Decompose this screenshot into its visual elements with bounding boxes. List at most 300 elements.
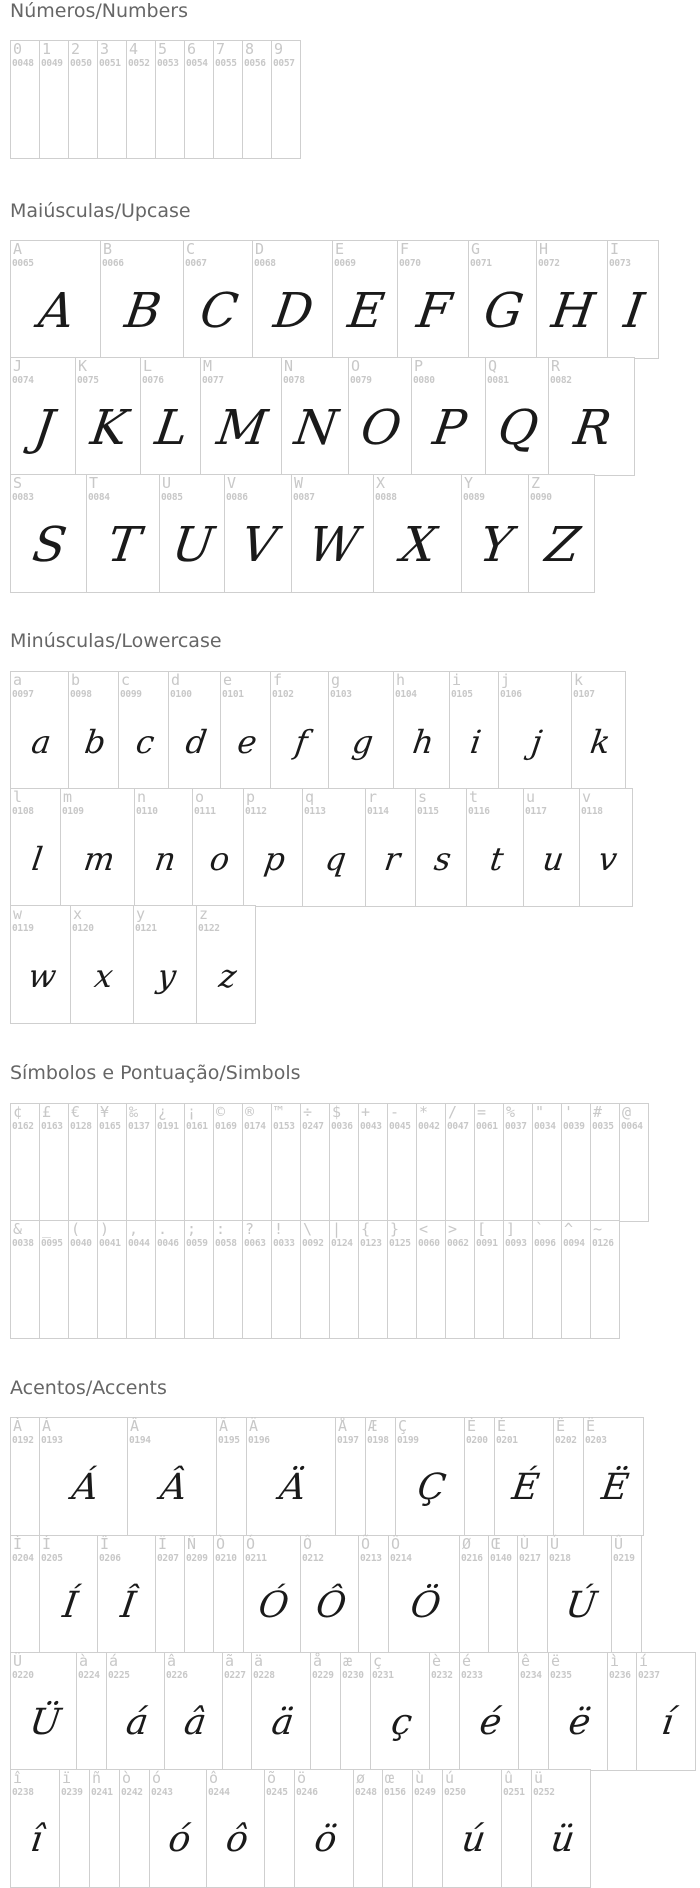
glyph-code-label: 0174: [244, 1121, 266, 1132]
glyph-sample: ë: [566, 1702, 594, 1743]
glyph-code-label: 0092: [302, 1238, 324, 1249]
glyph-sample: r: [382, 840, 403, 878]
glyph-char-label: ®: [245, 1103, 255, 1121]
glyph-char-label: U: [162, 474, 172, 492]
glyph-char-label: ~: [593, 1220, 603, 1238]
glyph-cell: [252, 240, 333, 359]
glyph-code-label: 0071: [470, 258, 492, 269]
glyph-code-label: 0059: [186, 1238, 208, 1249]
glyph-code-label: 0193: [41, 1435, 63, 1446]
glyph-sample: S: [29, 517, 70, 573]
glyph-char-label: Ä: [249, 1417, 259, 1435]
glyph-char-label: €: [71, 1103, 81, 1121]
glyph-sample: Y: [476, 517, 516, 573]
glyph-char-label: W: [294, 474, 304, 492]
glyph-code-label: 0202: [555, 1435, 577, 1446]
glyph-code-label: 0118: [581, 806, 603, 817]
glyph-char-label: ú: [445, 1769, 455, 1787]
glyph-cell: [329, 1220, 359, 1339]
glyph-cell: [206, 1769, 265, 1888]
glyph-char-label: j: [501, 671, 511, 689]
glyph-code-label: 0235: [550, 1670, 572, 1681]
glyph-code-label: 0063: [244, 1238, 266, 1249]
glyph-cell: [571, 671, 626, 790]
glyph-cell: [583, 1417, 644, 1536]
glyph-cell: [155, 1220, 185, 1339]
glyph-code-label: 0088: [375, 492, 397, 503]
glyph-cell: [10, 671, 69, 790]
glyph-char-label: 8: [245, 40, 255, 58]
glyph-cell: [579, 788, 633, 907]
glyph-sample: O: [357, 400, 405, 456]
glyph-sample: w: [25, 957, 59, 995]
glyph-char-label: ¿: [158, 1103, 168, 1121]
glyph-char-label: 9: [274, 40, 284, 58]
glyph-char-label: p: [246, 788, 256, 806]
glyph-code-label: 0100: [170, 689, 192, 700]
glyph-code-label: 0123: [360, 1238, 382, 1249]
glyph-code-label: 0043: [360, 1121, 382, 1132]
glyph-sample: J: [30, 400, 58, 456]
glyph-cell: [220, 671, 271, 790]
glyph-code-label: 0102: [272, 689, 294, 700]
glyph-char-label: s: [418, 788, 428, 806]
glyph-cell: [353, 1769, 383, 1888]
glyph-code-label: 0243: [151, 1787, 173, 1798]
glyph-code-label: 0080: [413, 375, 435, 386]
glyph-code-label: 0066: [102, 258, 124, 269]
glyph-char-label: Ï: [158, 1535, 168, 1553]
glyph-cell: [429, 1652, 460, 1771]
glyph-cell: [159, 474, 225, 593]
glyph-sample: j: [529, 723, 545, 761]
glyph-cell: [607, 240, 659, 359]
glyph-code-label: 0207: [157, 1553, 179, 1564]
glyph-sample: W: [305, 517, 363, 573]
glyph-char-label: Ê: [556, 1417, 566, 1435]
glyph-sample: B: [121, 283, 165, 339]
glyph-sample: D: [270, 283, 317, 339]
glyph-code-label: 0110: [136, 806, 158, 817]
glyph-sample: Ü: [27, 1702, 64, 1743]
glyph-code-label: 0114: [367, 806, 389, 817]
glyph-code-label: 0205: [41, 1553, 63, 1564]
glyph-cell: [196, 905, 256, 1024]
glyph-char-label: h: [396, 671, 406, 689]
glyph-sample: Q: [494, 400, 542, 456]
glyph-cell: [328, 671, 394, 790]
section-title: Acentos/Accents: [10, 1377, 167, 1399]
glyph-cell: [310, 1652, 341, 1771]
glyph-code-label: 0194: [129, 1435, 151, 1446]
glyph-char-label: Ü: [13, 1652, 23, 1670]
glyph-code-label: 0058: [215, 1238, 237, 1249]
glyph-code-label: 0228: [253, 1670, 275, 1681]
glyph-char-label: ì: [610, 1652, 620, 1670]
glyph-code-label: 0073: [609, 258, 631, 269]
glyph-char-label: Q: [488, 357, 498, 375]
glyph-cell: [224, 474, 292, 593]
glyph-char-label: é: [462, 1652, 472, 1670]
glyph-char-label: Û: [614, 1535, 624, 1553]
glyph-char-label: a: [13, 671, 23, 689]
glyph-cell: [485, 357, 549, 476]
glyph-sample: ç: [388, 1702, 415, 1743]
glyph-code-label: 0107: [573, 689, 595, 700]
glyph-code-label: 0109: [62, 806, 84, 817]
glyph-char-label: B: [103, 240, 113, 258]
glyph-code-label: 0072: [538, 258, 560, 269]
glyph-code-label: 0246: [296, 1787, 318, 1798]
glyph-code-label: 0106: [500, 689, 522, 700]
glyph-cell: [10, 1769, 60, 1888]
glyph-code-label: 0199: [397, 1435, 419, 1446]
glyph-char-label: ¥: [100, 1103, 110, 1121]
glyph-char-label: F: [400, 240, 410, 258]
glyph-char-label: £: [42, 1103, 52, 1121]
glyph-code-label: 0239: [61, 1787, 83, 1798]
glyph-char-label: ]: [506, 1220, 516, 1238]
glyph-char-label: ó: [152, 1769, 162, 1787]
glyph-code-label: 0216: [461, 1553, 483, 1564]
glyph-cell: [222, 1652, 252, 1771]
glyph-sample: ú: [459, 1819, 489, 1860]
glyph-code-label: 0047: [447, 1121, 469, 1132]
glyph-char-label: ‰: [129, 1103, 139, 1121]
glyph-cell: [416, 1220, 446, 1339]
glyph-sample: q: [322, 840, 349, 878]
glyph-sample: c: [133, 723, 157, 761]
glyph-code-label: 0050: [70, 58, 92, 69]
glyph-code-label: 0112: [245, 806, 267, 817]
glyph-code-label: 0197: [337, 1435, 359, 1446]
glyph-char-label: è: [432, 1652, 442, 1670]
glyph-code-label: 0095: [41, 1238, 63, 1249]
glyph-char-label: %: [506, 1103, 516, 1121]
glyph-sample: z: [216, 957, 239, 995]
glyph-char-label: P: [414, 357, 424, 375]
glyph-char-label: ä: [254, 1652, 264, 1670]
glyph-cell: [528, 474, 595, 593]
glyph-code-label: 0248: [355, 1787, 377, 1798]
glyph-cell: [164, 1652, 223, 1771]
glyph-cell: [329, 1103, 359, 1222]
glyph-sample: g: [349, 723, 376, 761]
glyph-code-label: 0046: [157, 1238, 179, 1249]
glyph-cell: [365, 1417, 396, 1536]
glyph-cell: [100, 240, 184, 359]
glyph-sample: Á: [69, 1467, 102, 1508]
glyph-cell: [619, 1103, 649, 1222]
glyph-code-label: 0126: [592, 1238, 614, 1249]
glyph-cell: [242, 1220, 272, 1339]
glyph-sample: ó: [165, 1819, 194, 1860]
glyph-sample: v: [596, 840, 620, 878]
glyph-sample: y: [155, 957, 179, 995]
glyph-sample: ä: [269, 1702, 297, 1743]
glyph-char-label: .: [158, 1220, 168, 1238]
glyph-cell: [246, 1417, 336, 1536]
glyph-cell: [548, 357, 635, 476]
glyph-code-label: 0067: [185, 258, 207, 269]
glyph-code-label: 0122: [198, 923, 220, 934]
glyph-code-label: 0042: [418, 1121, 440, 1132]
glyph-char-label: {: [361, 1220, 371, 1238]
glyph-cell: [412, 1769, 443, 1888]
glyph-char-label: <: [419, 1220, 429, 1238]
glyph-code-label: 0195: [218, 1435, 240, 1446]
glyph-code-label: 0057: [273, 58, 295, 69]
glyph-code-label: 0035: [592, 1121, 614, 1132]
glyph-code-label: 0062: [447, 1238, 469, 1249]
glyph-cell: [119, 1769, 150, 1888]
glyph-code-label: 0074: [12, 375, 34, 386]
glyph-char-label: +: [361, 1103, 371, 1121]
glyph-cell: [365, 788, 416, 907]
glyph-cell: [106, 1652, 165, 1771]
glyph-code-label: 0229: [312, 1670, 334, 1681]
glyph-cell: [39, 1220, 69, 1339]
glyph-sample: Ä: [276, 1467, 309, 1508]
glyph-char-label: D: [255, 240, 265, 258]
glyph-char-label: 5: [158, 40, 168, 58]
glyph-char-label: Ù: [520, 1535, 530, 1553]
glyph-code-label: 0103: [330, 689, 352, 700]
glyph-cell: [264, 1769, 295, 1888]
glyph-char-label: C: [186, 240, 196, 258]
glyph-code-label: 0105: [451, 689, 473, 700]
glyph-cell: [503, 1220, 533, 1339]
glyph-code-label: 0252: [533, 1787, 555, 1798]
glyph-char-label: Y: [464, 474, 474, 492]
glyph-code-label: 0064: [621, 1121, 643, 1132]
glyph-cell: [636, 1652, 696, 1771]
glyph-sample: d: [183, 723, 210, 761]
glyph-sample: Ë: [599, 1467, 632, 1508]
glyph-cell: [281, 357, 349, 476]
glyph-sample: ü: [548, 1819, 578, 1860]
section-title: Minúsculas/Lowercase: [10, 630, 222, 652]
glyph-char-label: T: [89, 474, 99, 492]
glyph-cell: [474, 1220, 504, 1339]
glyph-code-label: 0119: [12, 923, 34, 934]
glyph-cell: [294, 1769, 354, 1888]
glyph-char-label: f: [273, 671, 283, 689]
glyph-sample: X: [397, 517, 440, 573]
glyph-code-label: 0055: [215, 58, 237, 69]
glyph-char-label: î: [13, 1769, 23, 1787]
glyph-char-label: d: [171, 671, 181, 689]
glyph-code-label: 0251: [503, 1787, 525, 1798]
glyph-code-label: 0125: [389, 1238, 411, 1249]
glyph-code-label: 0200: [466, 1435, 488, 1446]
glyph-char-label: r: [368, 788, 378, 806]
glyph-code-label: 0226: [166, 1670, 188, 1681]
glyph-cell: [494, 1417, 554, 1536]
glyph-cell: [488, 1535, 518, 1654]
glyph-cell: [348, 357, 412, 476]
glyph-code-label: 0214: [390, 1553, 412, 1564]
glyph-code-label: 0052: [128, 58, 150, 69]
glyph-cell: [97, 1220, 127, 1339]
glyph-char-label: :: [216, 1220, 226, 1238]
glyph-sample: Ô: [313, 1585, 349, 1626]
glyph-code-label: 0108: [12, 806, 34, 817]
glyph-code-label: 0219: [613, 1553, 635, 1564]
glyph-code-label: 0091: [476, 1238, 498, 1249]
glyph-char-label: Å: [338, 1417, 348, 1435]
glyph-char-label: o: [195, 788, 205, 806]
glyph-cell: [503, 1103, 533, 1222]
glyph-char-label: ;: [187, 1220, 197, 1238]
glyph-cell: [39, 40, 69, 159]
glyph-sample: H: [548, 283, 598, 339]
glyph-char-label: Â: [130, 1417, 140, 1435]
glyph-cell: [466, 788, 524, 907]
glyph-char-label: ™: [274, 1103, 284, 1121]
glyph-cell: [561, 1103, 591, 1222]
glyph-code-label: 0090: [530, 492, 552, 503]
glyph-code-label: 0097: [12, 689, 34, 700]
glyph-char-label: Z: [531, 474, 541, 492]
glyph-char-label: K: [78, 357, 88, 375]
glyph-char-label: >: [448, 1220, 458, 1238]
glyph-cell: [216, 1417, 247, 1536]
glyph-sample: Ú: [563, 1585, 600, 1626]
glyph-char-label: ': [564, 1103, 574, 1121]
glyph-code-label: 0247: [302, 1121, 324, 1132]
glyph-sample: p: [261, 840, 288, 878]
glyph-sample: l: [29, 840, 46, 878]
glyph-code-label: 0245: [266, 1787, 288, 1798]
glyph-code-label: 0087: [293, 492, 315, 503]
glyph-code-label: 0153: [273, 1121, 295, 1132]
section-title: Símbolos e Pontuação/Simbols: [10, 1062, 301, 1084]
glyph-sample: i: [468, 723, 484, 761]
glyph-sample: î: [28, 1819, 46, 1860]
glyph-code-label: 0101: [222, 689, 244, 700]
glyph-sample: m: [81, 840, 118, 878]
glyph-code-label: 0049: [41, 58, 63, 69]
glyph-char-label: Ò: [216, 1535, 226, 1553]
glyph-char-label: x: [73, 905, 83, 923]
glyph-cell: [611, 1535, 642, 1654]
glyph-cell: [302, 788, 366, 907]
glyph-char-label: N: [284, 357, 294, 375]
glyph-code-label: 0224: [78, 1670, 100, 1681]
glyph-code-label: 0165: [99, 1121, 121, 1132]
glyph-code-label: 0084: [88, 492, 110, 503]
glyph-cell: [126, 40, 156, 159]
glyph-cell: [10, 40, 40, 159]
glyph-code-label: 0111: [194, 806, 216, 817]
glyph-code-label: 0210: [215, 1553, 237, 1564]
glyph-code-label: 0036: [331, 1121, 353, 1132]
glyph-char-label: 6: [187, 40, 197, 58]
glyph-sample: I: [620, 283, 648, 339]
glyph-char-label: O: [351, 357, 361, 375]
glyph-code-label: 0212: [302, 1553, 324, 1564]
glyph-code-label: 0203: [585, 1435, 607, 1446]
glyph-code-label: 0099: [120, 689, 142, 700]
glyph-char-label: &: [13, 1220, 23, 1238]
glyph-sample: R: [570, 400, 615, 456]
glyph-cell: [498, 671, 572, 790]
glyph-code-label: 0230: [342, 1670, 364, 1681]
glyph-cell: [10, 788, 61, 907]
glyph-code-label: 0128: [70, 1121, 92, 1132]
glyph-cell: [517, 1535, 548, 1654]
glyph-char-label: i: [452, 671, 462, 689]
glyph-sample: t: [487, 840, 506, 878]
glyph-cell: [39, 1535, 98, 1654]
glyph-char-label: !: [274, 1220, 284, 1238]
glyph-cell: [213, 1220, 243, 1339]
glyph-char-label: ü: [534, 1769, 544, 1787]
glyph-code-label: 0250: [444, 1787, 466, 1798]
glyph-sample: G: [480, 283, 527, 339]
glyph-sample: e: [235, 723, 260, 761]
glyph-code-label: 0093: [505, 1238, 527, 1249]
glyph-char-label: ã: [225, 1652, 235, 1670]
glyph-code-label: 0137: [128, 1121, 150, 1132]
glyph-code-label: 0077: [202, 375, 224, 386]
glyph-sample: Î: [118, 1585, 139, 1626]
glyph-sample: K: [87, 400, 131, 456]
glyph-code-label: 0051: [99, 58, 121, 69]
glyph-cell: [271, 1220, 301, 1339]
glyph-sample: M: [213, 400, 271, 456]
glyph-code-label: 0078: [283, 375, 305, 386]
glyph-char-label: (: [71, 1220, 81, 1238]
section-title: Maiúsculas/Upcase: [10, 200, 191, 222]
glyph-cell: [416, 1103, 446, 1222]
glyph-char-label: `: [535, 1220, 545, 1238]
glyph-sample: á: [123, 1702, 151, 1743]
glyph-char-label: 7: [216, 40, 226, 58]
glyph-code-label: 0045: [389, 1121, 411, 1132]
glyph-code-label: 0086: [226, 492, 248, 503]
glyph-char-label: À: [13, 1417, 23, 1435]
glyph-code-label: 0039: [563, 1121, 585, 1132]
glyph-char-label: ^: [564, 1220, 574, 1238]
glyph-cell: [358, 1535, 389, 1654]
glyph-code-label: 0201: [496, 1435, 518, 1446]
glyph-cell: [60, 788, 135, 907]
glyph-code-label: 0249: [414, 1787, 436, 1798]
glyph-char-label: â: [167, 1652, 177, 1670]
glyph-cell: [10, 1220, 40, 1339]
glyph-code-label: 0192: [12, 1435, 34, 1446]
glyph-code-label: 0120: [72, 923, 94, 934]
glyph-char-label: /: [448, 1103, 458, 1121]
glyph-code-label: 0037: [505, 1121, 527, 1132]
glyph-cell: [184, 1535, 214, 1654]
glyph-code-label: 0233: [461, 1670, 483, 1681]
glyph-sample: h: [410, 723, 437, 761]
glyph-cell: [213, 1103, 243, 1222]
glyph-char-label: Ô: [303, 1535, 313, 1553]
glyph-sample: ô: [223, 1819, 251, 1860]
glyph-code-label: 0140: [490, 1553, 512, 1564]
glyph-code-label: 0069: [334, 258, 356, 269]
glyph-char-label: Ø: [462, 1535, 472, 1553]
glyph-cell: [149, 1769, 207, 1888]
glyph-sample: Í: [60, 1585, 81, 1626]
section-title: Números/Numbers: [10, 0, 188, 22]
glyph-cell: [243, 788, 303, 907]
glyph-code-label: 0156: [384, 1787, 406, 1798]
